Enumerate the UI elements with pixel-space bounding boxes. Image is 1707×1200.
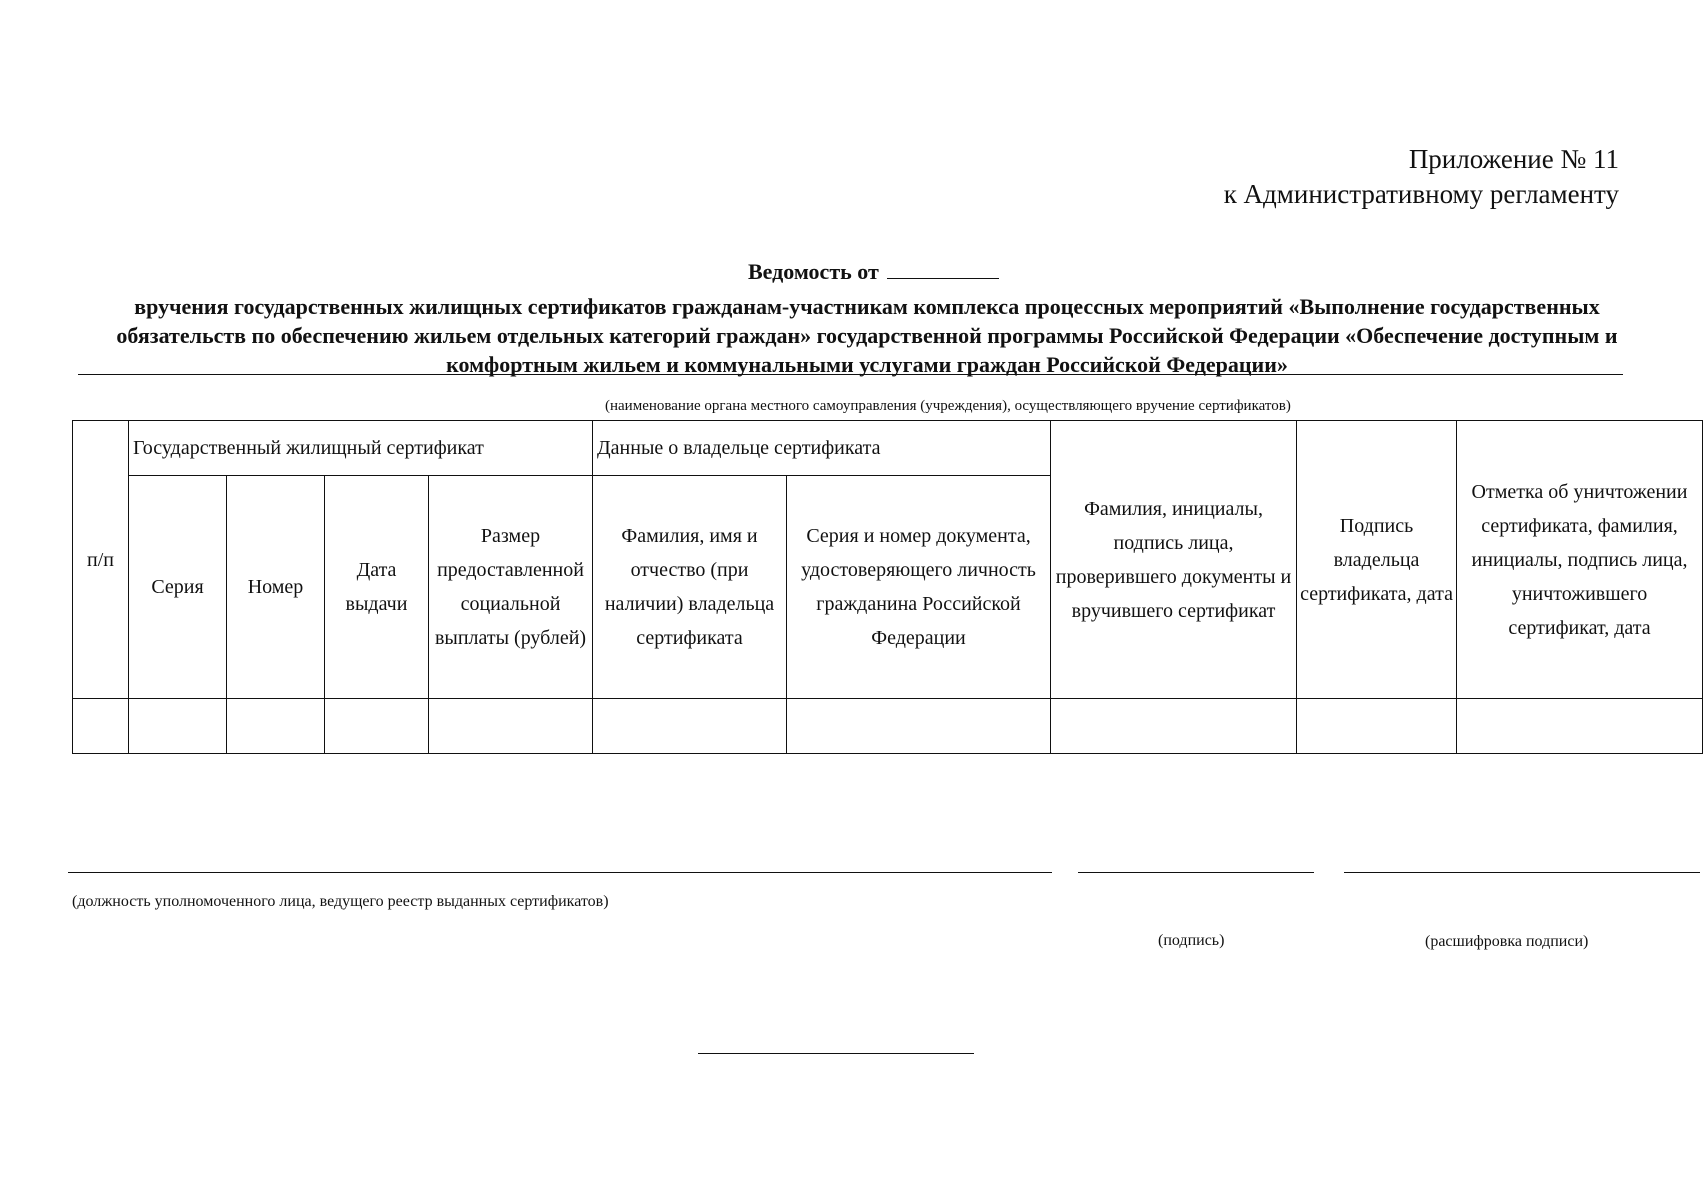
group-certificate-header: Государственный жилищный сертификат [129, 421, 593, 476]
position-caption: (должность уполномоченного лица, ведущего реестр выданных сертификатов) [72, 893, 609, 910]
appendix-number: Приложение № 11 [1408, 144, 1619, 174]
col-destruction-header: Отметка об уничтожении сертификата, фамилия, инициалы, подпись лица, уничтожившего сертификат, дата [1457, 421, 1703, 699]
appendix-header [1224, 142, 1619, 212]
table-cell [129, 699, 227, 754]
table-cell [325, 699, 429, 754]
col-number-header: Номер [227, 476, 325, 699]
group-owner-header: Данные о владельце сертификата [593, 421, 1051, 476]
org-name-caption: (наименование органа местного самоуправления (учреждения), осуществляющего вручение сертификатов) [605, 398, 1291, 414]
table-cell [1457, 699, 1703, 754]
org-name-line [78, 374, 1623, 375]
appendix-reference: к Административному регламенту [1223, 179, 1619, 209]
table-cell [429, 699, 593, 754]
header-row-groups [73, 421, 1703, 476]
table-cell [227, 699, 325, 754]
bottom-line [698, 1053, 974, 1054]
table-cell [73, 699, 129, 754]
col-owner-name-header: Фамилия, имя и отчество (при наличии) владельца сертификата [593, 476, 787, 699]
signature-line [1078, 872, 1314, 873]
table-cell [787, 699, 1051, 754]
col-issue-date-header: Дата выдачи [325, 476, 429, 699]
certificate-register-table [72, 420, 1703, 754]
decode-line [1344, 872, 1700, 873]
vedomost-label: Ведомость от [748, 259, 879, 284]
table-row [73, 699, 1703, 754]
decode-caption: (расшифровка подписи) [1425, 933, 1589, 950]
col-owner-signature-header: Подпись владельца сертификата, дата [1297, 421, 1457, 699]
signature-caption: (подпись) [1158, 932, 1225, 949]
table-cell [1297, 699, 1457, 754]
table-cell [1051, 699, 1297, 754]
col-checker-header: Фамилия, инициалы, подпись лица, проверившего документы и вручившего сертификат [1051, 421, 1297, 699]
col-payment-size-header: Размер предоставленной социальной выплаты (рублей) [429, 476, 593, 699]
document-title: вручения государственных жилищных сертификатов гражданам-участникам комплекса процессных мероприятий «Выполнение государственных обязательств по обеспечению жильем отдельных категорий граждан» государственной программы Российской Федерации «Обеспечение доступным и комфортным жильем и коммунальными услугами граждан Российской Федерации» [116, 294, 1618, 377]
vedomost-heading [748, 258, 999, 285]
col-document-header: Серия и номер документа, удостоверяющего личность гражданина Российской Федерации [787, 476, 1051, 699]
table-cell [593, 699, 787, 754]
date-blank-field [887, 258, 999, 279]
col-series-header: Серия [129, 476, 227, 699]
position-line [68, 872, 1052, 873]
col-pp-header: п/п [73, 421, 129, 699]
